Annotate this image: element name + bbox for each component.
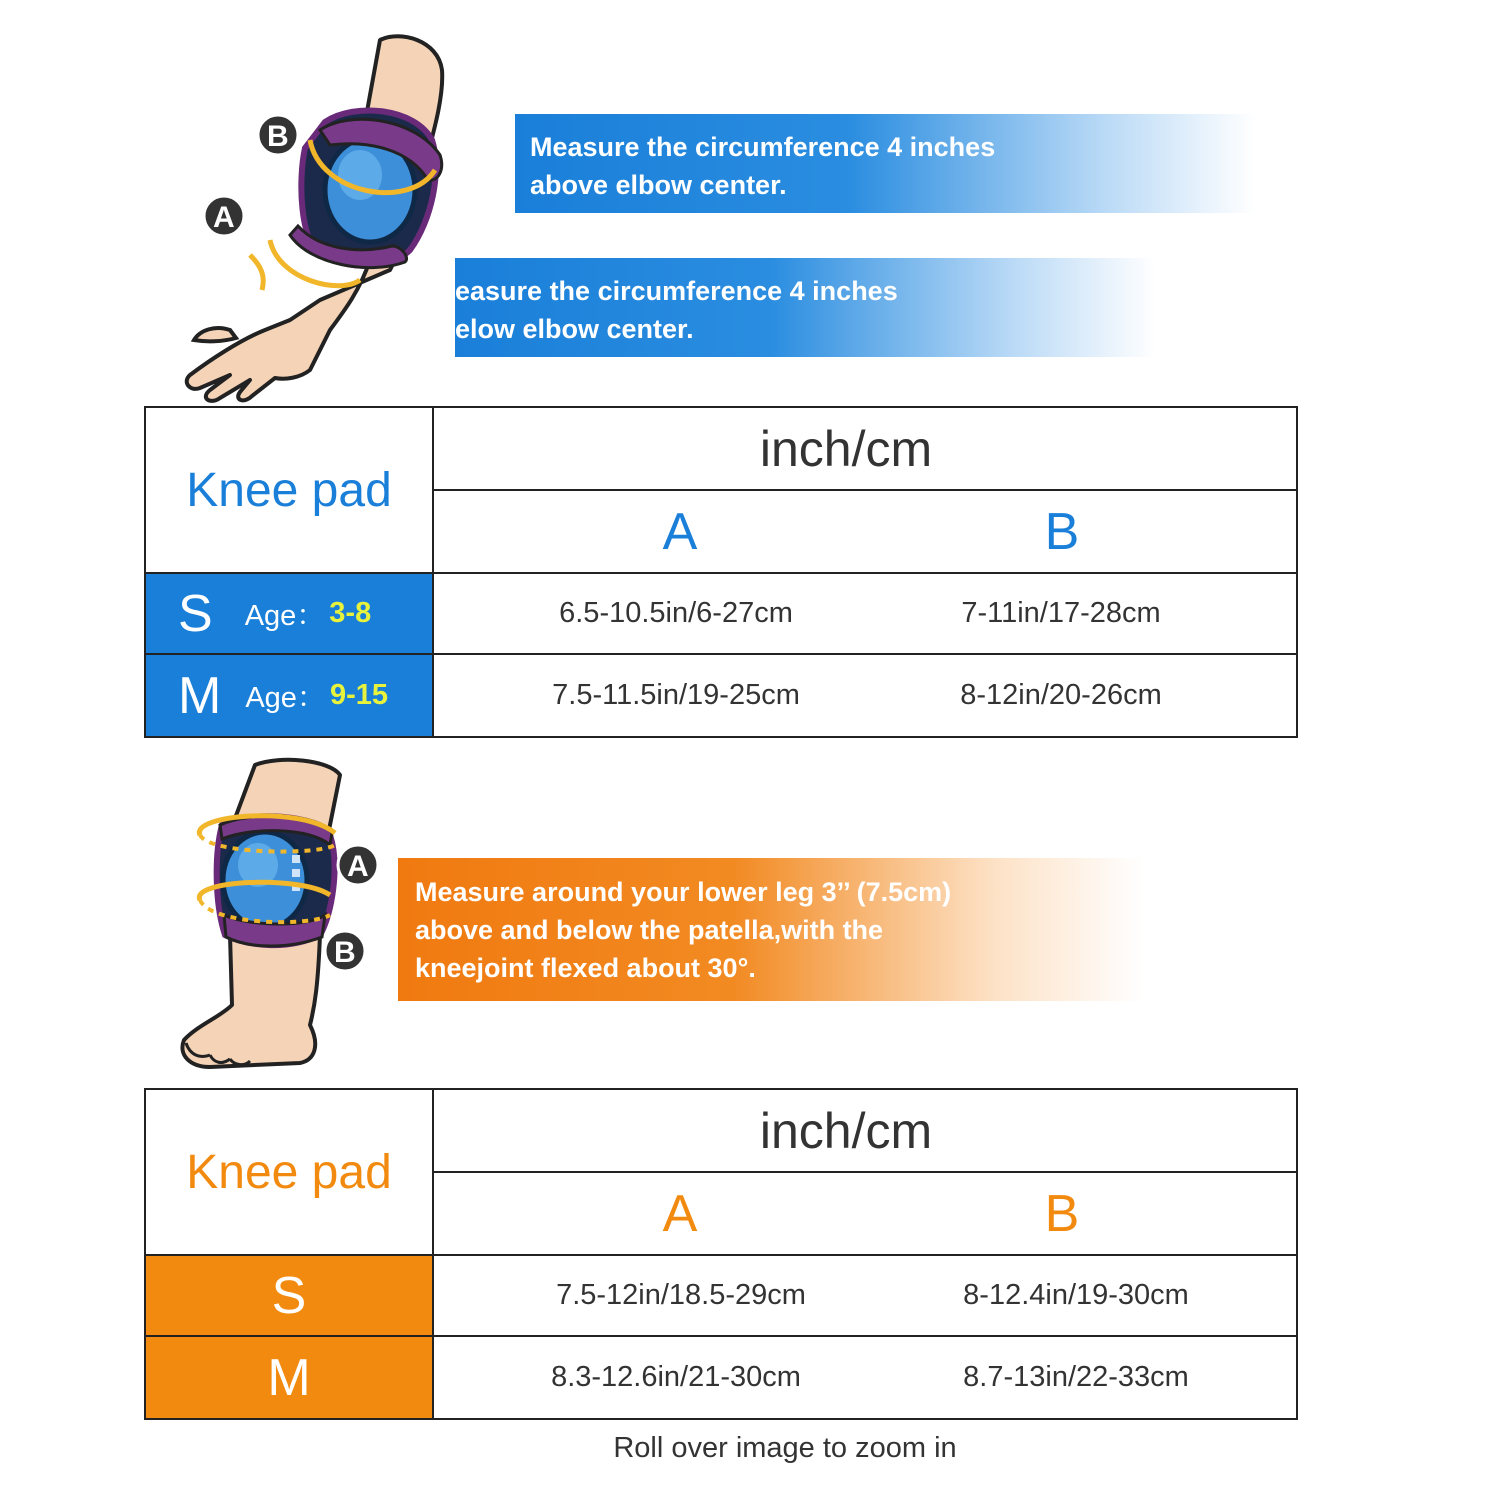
elbow-size-table [144, 406, 1298, 738]
knee-size-table [144, 1088, 1298, 1420]
size-cell-m [146, 655, 432, 736]
banner-below-elbow [455, 258, 1155, 357]
table-cell-b: 8-12.4in/19-30cm [963, 1279, 1189, 1311]
leg-knee-pad-illustration [170, 755, 390, 1075]
banner-line: Measure around your lower leg 3’’ (7.5cm) [415, 877, 952, 907]
age-label: Age： [244, 600, 326, 632]
table-cell-a: 8.3-12.6in/21-30cm [551, 1361, 801, 1393]
size-cell-s [146, 1256, 432, 1335]
size-cell-m [146, 1337, 432, 1418]
size-label: S [271, 1266, 307, 1325]
arm-elbow-pad-illustration [170, 30, 460, 405]
age-range: 9-15 [329, 679, 388, 711]
banner-line: elow elbow center. [455, 314, 694, 344]
column-a-header: A [662, 502, 698, 561]
table-cell-b: 8-12in/20-26cm [960, 679, 1162, 711]
table-cell-a: 7.5-12in/18.5-29cm [556, 1279, 806, 1311]
table-cell-a: 7.5-11.5in/19-25cm [552, 679, 800, 711]
zoom-hint-text: Roll over image to zoom in [613, 1432, 957, 1464]
banner-line: above and below the patella,with the [415, 915, 884, 945]
marker-b-label: B [334, 936, 356, 969]
age-range: 3-8 [329, 597, 372, 629]
unit-header: inch/cm [759, 1102, 933, 1159]
size-cell-s [146, 574, 432, 653]
size-label: M [267, 1348, 311, 1407]
zoom-hint [0, 1432, 1500, 1465]
size-label: M [178, 666, 222, 725]
banner-line: kneejoint flexed about 30°. [415, 953, 756, 983]
banner-line: above elbow center. [530, 170, 787, 200]
banner-knee-measure [398, 858, 1143, 1001]
age-label: Age： [245, 682, 326, 714]
marker-b-label: B [267, 120, 289, 153]
unit-header: inch/cm [759, 420, 933, 477]
column-b-header: B [1044, 502, 1080, 561]
table-cell-b: 8.7-13in/22-33cm [963, 1361, 1189, 1393]
size-label: S [178, 584, 213, 643]
table-cell-a: 6.5-10.5in/6-27cm [559, 597, 793, 629]
banner-line: easure the circumference 4 inches [455, 276, 898, 306]
table-title: Knee pad [186, 1145, 392, 1199]
column-b-header: B [1044, 1184, 1080, 1243]
banner-line: Measure the circumference 4 inches [530, 132, 996, 162]
column-a-header: A [662, 1184, 698, 1243]
marker-a-label: A [213, 201, 235, 234]
table-cell-b: 7-11in/17-28cm [961, 597, 1161, 629]
banner-above-elbow [515, 114, 1255, 213]
marker-a-label: A [347, 850, 369, 883]
table-title: Knee pad [186, 463, 392, 517]
